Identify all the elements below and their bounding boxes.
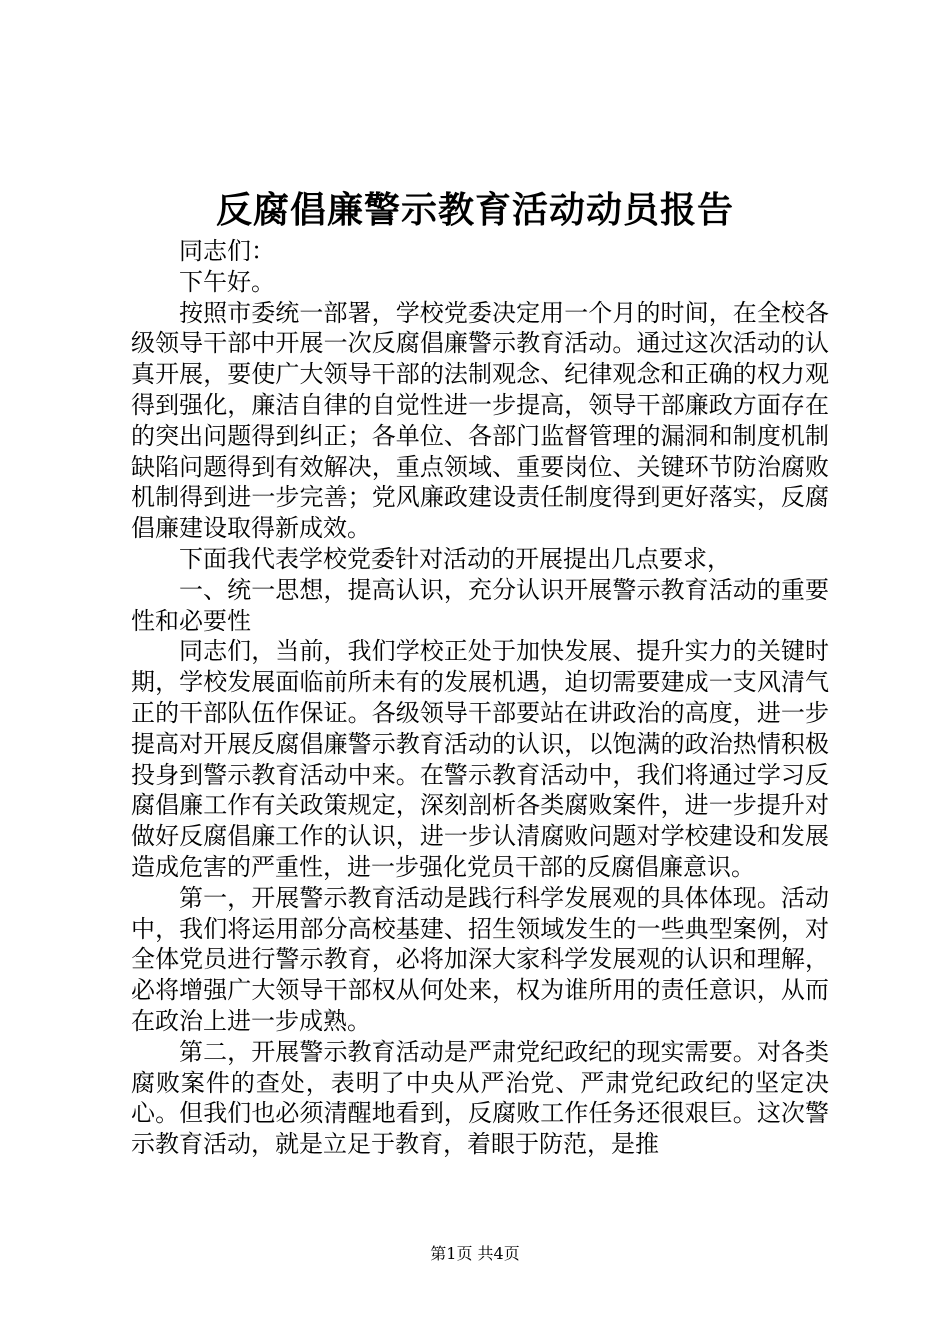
document-title: 反腐倡廉警示教育活动动员报告: [215, 189, 734, 231]
paragraph: 第二，开展警示教育活动是严肃党纪政纪的现实需要。对各类腐败案件的查处，表明了中央从严治党、严肃党纪政纪的坚定决心。但我们也必须清醒地看到，反腐败工作任务还很艰巨。这次警示教育活动，就是立足于教育，着眼于防范，是推: [131, 1037, 829, 1159]
section-heading: 一、统一思想，提高认识，充分认识开展警示教育活动的重要性和必要性: [131, 575, 829, 635]
page-number-footer: 第1页 共4页: [430, 1244, 520, 1263]
greeting: 下午好。: [179, 267, 275, 296]
paragraph: 下面我代表学校党委针对活动的开展提出几点要求，: [179, 544, 731, 573]
document-body: [131, 236, 829, 1160]
salutation: 同志们：: [179, 237, 275, 265]
paragraph: 第一，开展警示教育活动是践行科学发展观的具体体现。活动中，我们将运用部分高校基建、招生领域发生的一些典型案例，对全体党员进行警示教育，必将加深大家科学发展观的认识和理解，必将增强广大领导干部权从何处来，权为谁所用的责任意识，从而在政治上进一步成熟。: [131, 883, 829, 1035]
paragraph: 同志们，当前，我们学校正处于加快发展、提升实力的关键时期，学校发展面临前所未有的发展机遇，迫切需要建成一支风清气正的干部队伍作保证。各级领导干部要站在讲政治的高度，进一步提高对开展反腐倡廉警示教育活动的认识，以饱满的政治热情积极投身到警示教育活动中来。在警示教育活动中，我们将通过学习反腐倡廉工作有关政策规定，深刻剖析各类腐败案件，进一步提升对做好反腐倡廉工作的认识，进一步认清腐败问题对学校建设和发展造成危害的严重性，进一步强化党员干部的反腐倡廉意识。: [131, 637, 829, 881]
paragraph: 按照市委统一部署，学校党委决定用一个月的时间，在全校各级领导干部中开展一次反腐倡廉警示教育活动。通过这次活动的认真开展，要使广大领导干部的法制观念、纪律观念和正确的权力观得到强化，廉洁自律的自觉性进一步提高，领导干部廉政方面存在的突出问题得到纠正；各单位、各部门监督管理的漏洞和制度机制缺陷问题得到有效解决，重点领域、重要岗位、关键环节防治腐败机制得到进一步完善；党风廉政建设责任制度得到更好落实，反腐倡廉建设取得新成效。: [131, 298, 829, 543]
